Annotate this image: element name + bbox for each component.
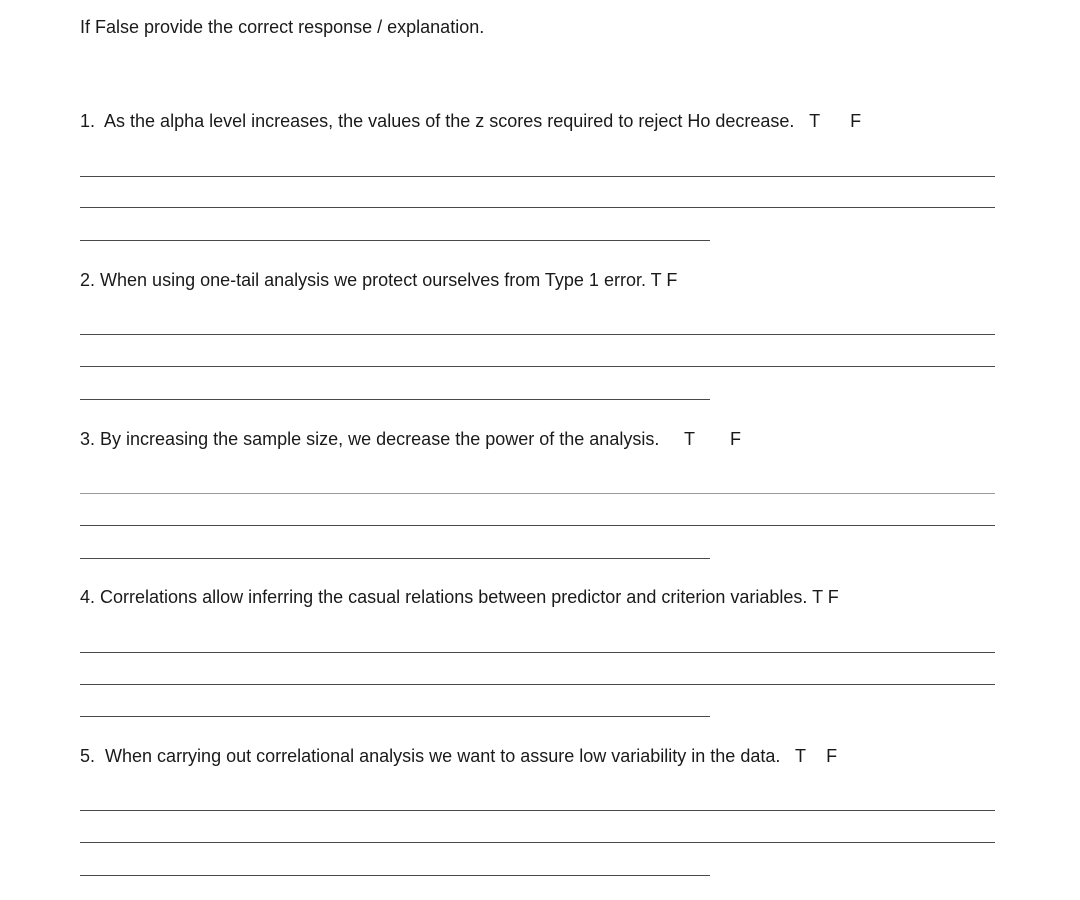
answer-line[interactable] [80, 207, 995, 208]
false-option[interactable]: F [850, 111, 862, 131]
question-1 [80, 110, 861, 132]
answer-line[interactable] [80, 399, 710, 400]
question-number: 4. [80, 587, 96, 607]
false-option[interactable]: F [827, 587, 839, 607]
question-number: 5. [80, 746, 96, 766]
false-option[interactable]: F [730, 429, 742, 449]
question-text: When using one-tail analysis we protect ourselves from Type 1 error. [100, 270, 646, 290]
answer-line[interactable] [80, 716, 710, 717]
answer-line[interactable] [80, 652, 995, 653]
question-text: When carrying out correlational analysis we want to assure low variability in the data. [105, 746, 781, 766]
answer-line[interactable] [80, 334, 995, 335]
answer-line[interactable] [80, 842, 995, 843]
question-text: Correlations allow inferring the casual relations between predictor and criterion variables. [100, 587, 808, 607]
answer-line[interactable] [80, 810, 995, 811]
true-option[interactable]: T [809, 111, 821, 131]
answer-line[interactable] [80, 493, 995, 494]
question-3 [80, 428, 741, 450]
true-option[interactable]: T [795, 746, 807, 766]
instruction-text: If False provide the correct response / explanation. [80, 17, 485, 37]
true-option[interactable]: T [684, 429, 696, 449]
question-number: 2. [80, 270, 96, 290]
true-option[interactable]: T [650, 270, 662, 290]
answer-line[interactable] [80, 366, 995, 367]
question-number: 3. [80, 429, 96, 449]
false-option[interactable]: F [666, 270, 678, 290]
answer-line[interactable] [80, 875, 710, 876]
answer-line[interactable] [80, 684, 995, 685]
question-2 [80, 269, 677, 291]
false-option[interactable]: F [826, 746, 838, 766]
question-4 [80, 586, 839, 608]
question-text: By increasing the sample size, we decrease the power of the analysis. [100, 429, 660, 449]
answer-line[interactable] [80, 176, 995, 177]
true-option[interactable]: T [812, 587, 823, 607]
question-5 [80, 745, 837, 767]
answer-line[interactable] [80, 558, 710, 559]
question-text: As the alpha level increases, the values of the z scores required to reject Ho decrease. [104, 111, 795, 131]
answer-line[interactable] [80, 525, 995, 526]
question-number: 1. [80, 111, 96, 131]
answer-line[interactable] [80, 240, 710, 241]
